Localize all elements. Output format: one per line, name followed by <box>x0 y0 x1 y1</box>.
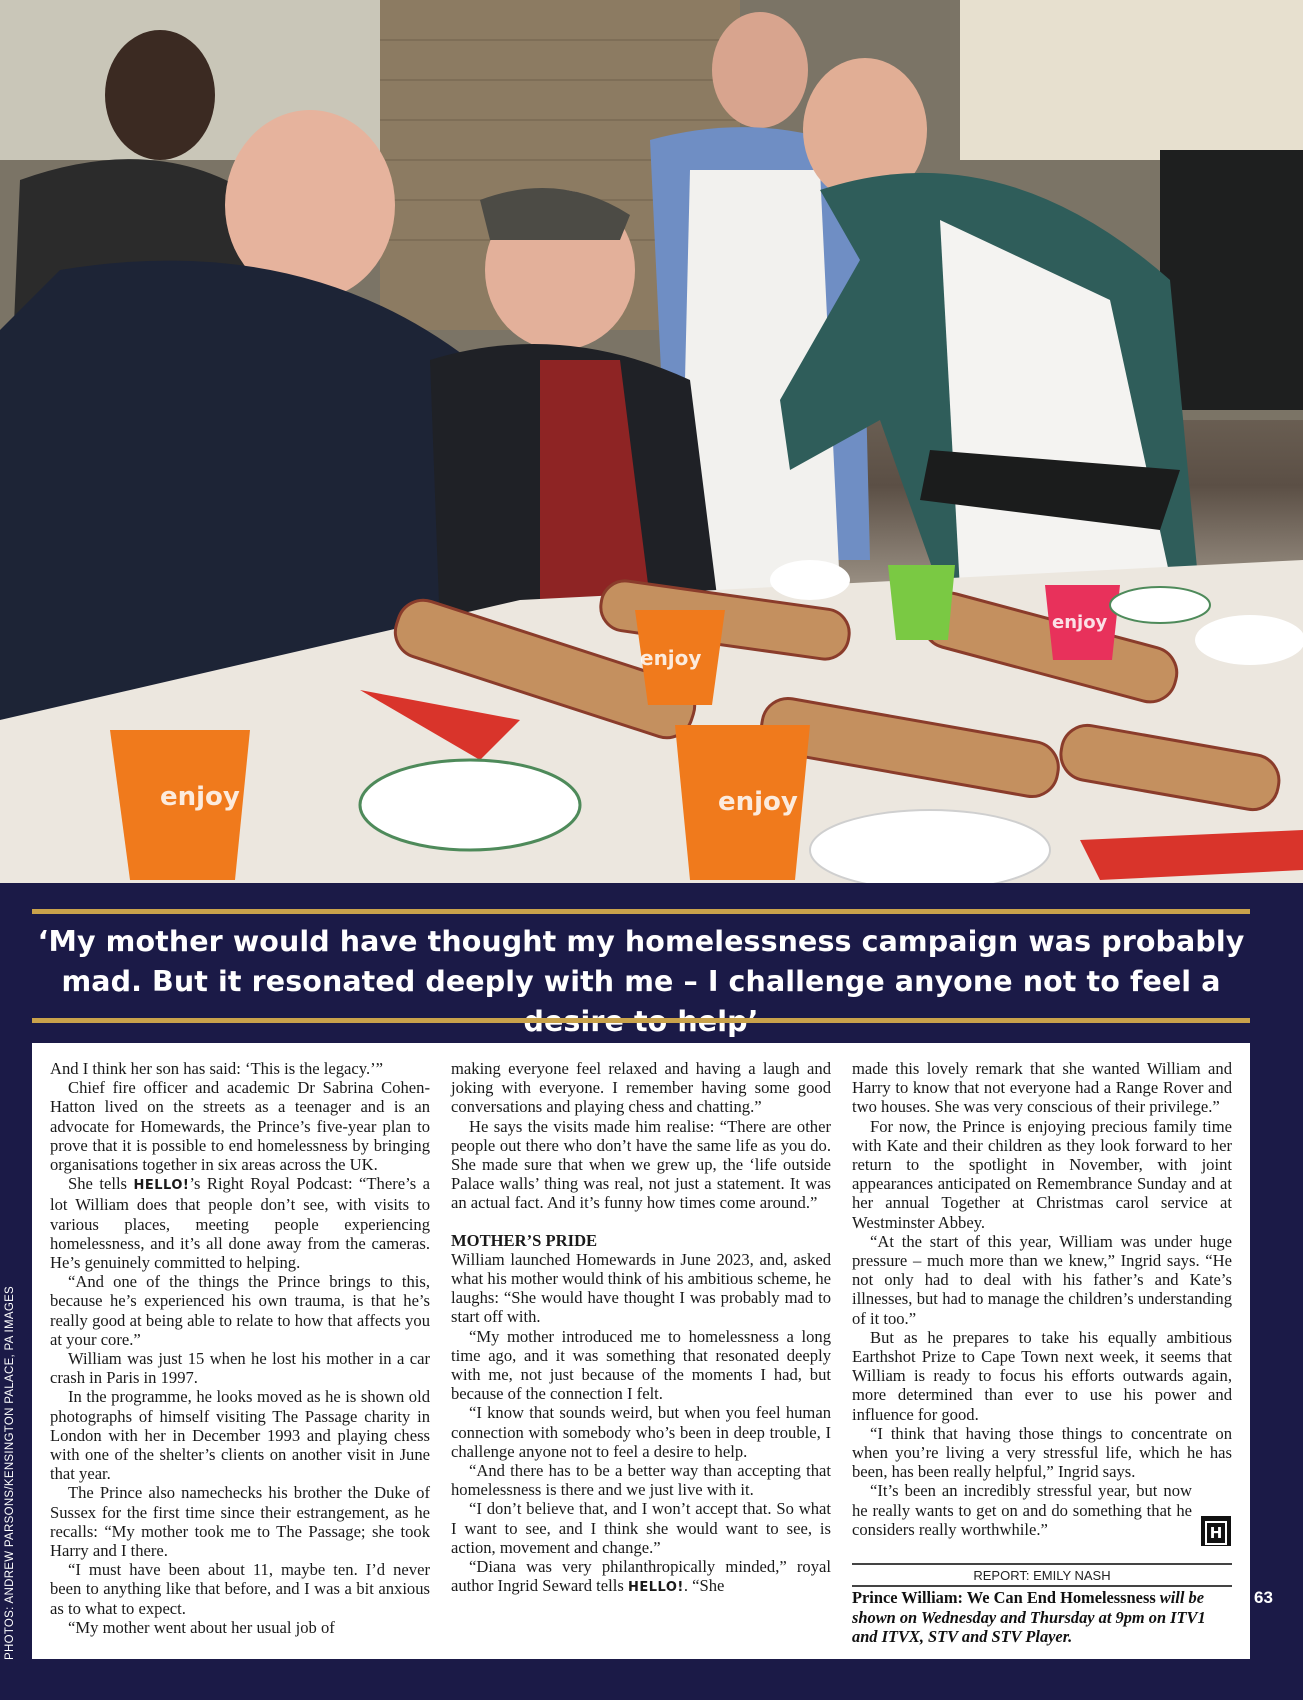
paragraph: William launched Homewards in June 2023, and, asked what his mother would think of his ambitious scheme, he laughs: “She would have thought I was probably mad to start off with. <box>451 1249 831 1327</box>
article-column-1 <box>50 1059 430 1637</box>
page-number: 63 <box>1254 1588 1273 1607</box>
paragraph: He says the visits made him realise: “There are other people out there who don’t have the same life as you do. She made sure that when we grew up, the ‘life outside Palace walls’ thing was real, not just a statement. It was an actual fact. And it’s funny how times come around.” <box>451 1116 831 1213</box>
paragraph: Chief fire officer and academic Dr Sabrina Cohen-Hatton lived on the streets as a teenager and is an advocate for Homewards, the Prince’s five-year plan to prove that it is possible to end homelessness by bringing organisations together in six areas across the UK. <box>50 1078 430 1175</box>
report-credit: REPORT: EMILY NASH <box>852 1563 1232 1587</box>
paragraph: “I must have been about 11, maybe ten. I’d never been to anything like that before, and I was a bit anxious as to what to expect. <box>50 1560 430 1618</box>
pull-quote: ‘My mother would have thought my homelessness campaign was probably mad. But it resonated deeply with me – I challenge anyone not to feel a <box>37 925 1245 998</box>
paragraph: In the programme, he looks moved as he is shown old photographs of himself visiting The Passage charity in London with her in December 1993 and playing chess with one of the shelter’s clients on another visit in June that year. <box>50 1387 430 1484</box>
paragraph: The Prince also namechecks his brother the Duke of Sussex for the first time since their estrangement, as he recalls: “My mother took me to The Passage; she took Harry and I there. <box>50 1483 430 1561</box>
article-column-3 <box>852 1059 1232 1539</box>
paragraph: For now, the Prince is enjoying precious family time with Kate and their children as they look forward to her return to the spotlight in November, with joint appearances anticipated on Remembrance Sunday and at her annual Together at Christmas carol service at Westminster Abbey. <box>852 1116 1232 1232</box>
svg-text:enjoy: enjoy <box>160 782 240 812</box>
paragraph: making everyone feel relaxed and having a laugh and joking with everyone. I remember having some good conversations and playing chess and chatting.” <box>451 1059 831 1117</box>
paragraph: “It’s been an incredibly stressful year, but now he really wants to get on and do something that he considers really worthwhile.” <box>852 1481 1192 1539</box>
paragraph: William was just 15 when he lost his mother in a car crash in Paris in 1997. <box>50 1349 430 1388</box>
end-mark-icon: H <box>1201 1516 1231 1546</box>
tv-listing-note: Prince William: We Can End Homelessness will be shown on Wednesday and Thursday at 9pm on ITV1 and ITVX, STV and STV Player. <box>852 1588 1206 1646</box>
paragraph: “And there has to be a better way than accepting that homelessness is there and we just live with it. <box>451 1461 831 1500</box>
paragraph: She tells HELLO!’s Right Royal Podcast: “There’s a lot William does that people don’t see, with visits to various places, meeting people experiencing homelessness, and it’s all done away from the cameras. He’s genuinely committed to helping. <box>50 1174 430 1273</box>
svg-text:enjoy: enjoy <box>640 646 702 670</box>
svg-text:enjoy: enjoy <box>718 787 798 817</box>
paragraph: But as he prepares to take his equally ambitious Earthshot Prize to Cape Town next week, it seems that William is ready to focus his efforts outwards again, more determined than ever to use his power and influence for good. <box>852 1327 1232 1424</box>
paragraph: “Diana was very philanthropically minded,” royal author Ingrid Seward tells HELLO!. “She <box>451 1557 831 1596</box>
gold-rule-bottom <box>32 1018 1250 1023</box>
paragraph: And I think her son has said: ‘This is the legacy.’” <box>50 1059 384 1078</box>
paragraph: “My mother went about her usual job of <box>68 1617 335 1637</box>
photo-credit: PHOTOS: ANDREW PARSONS/KENSINGTON PALACE, PA IMAGES <box>4 1285 16 1660</box>
paragraph: made this lovely remark that she wanted William and Harry to know that not everyone had a Range Rover and two houses. She was very conscious of their privilege.” <box>852 1059 1232 1117</box>
paragraph: “My mother introduced me to homelessness a long time ago, and it was something that resonated deeply with me, not just because of the moments I had, but because of the connection I felt. <box>451 1326 831 1404</box>
paragraph: “At the start of this year, William was under huge pressure – much more than we knew,” Ingrid says. “He not only had to deal with his father’s and Kate’s illnesses, but had to manage the children’s understanding of it too.” <box>852 1231 1232 1328</box>
section-heading: MOTHER’S PRIDE <box>451 1230 598 1250</box>
svg-text:enjoy: enjoy <box>1052 612 1108 633</box>
paragraph: “I think that having those things to concentrate on when you’re living a very stressful life, which he has been, has been really helpful,” Ingrid says. <box>852 1423 1232 1482</box>
paragraph: “And one of the things the Prince brings to this, because he’s experienced his own trauma, is that he’s really good at being able to relate to how that affects you at your core.” <box>50 1272 430 1349</box>
paragraph: “I know that sounds weird, but when you feel human connection with somebody who’s been in deep trouble, I challenge anyone not to feel a desire to help. <box>451 1403 831 1461</box>
gold-rule-top <box>32 909 1250 914</box>
paragraph: “I don’t believe that, and I won’t accept that. So what I want to see, and I think she would want to see, is action, movement and change.” <box>451 1499 831 1557</box>
hello-logo-text: HELLO! <box>133 1178 190 1194</box>
hello-logo-text: HELLO! <box>627 1580 684 1596</box>
article-column-2 <box>451 1059 831 1597</box>
